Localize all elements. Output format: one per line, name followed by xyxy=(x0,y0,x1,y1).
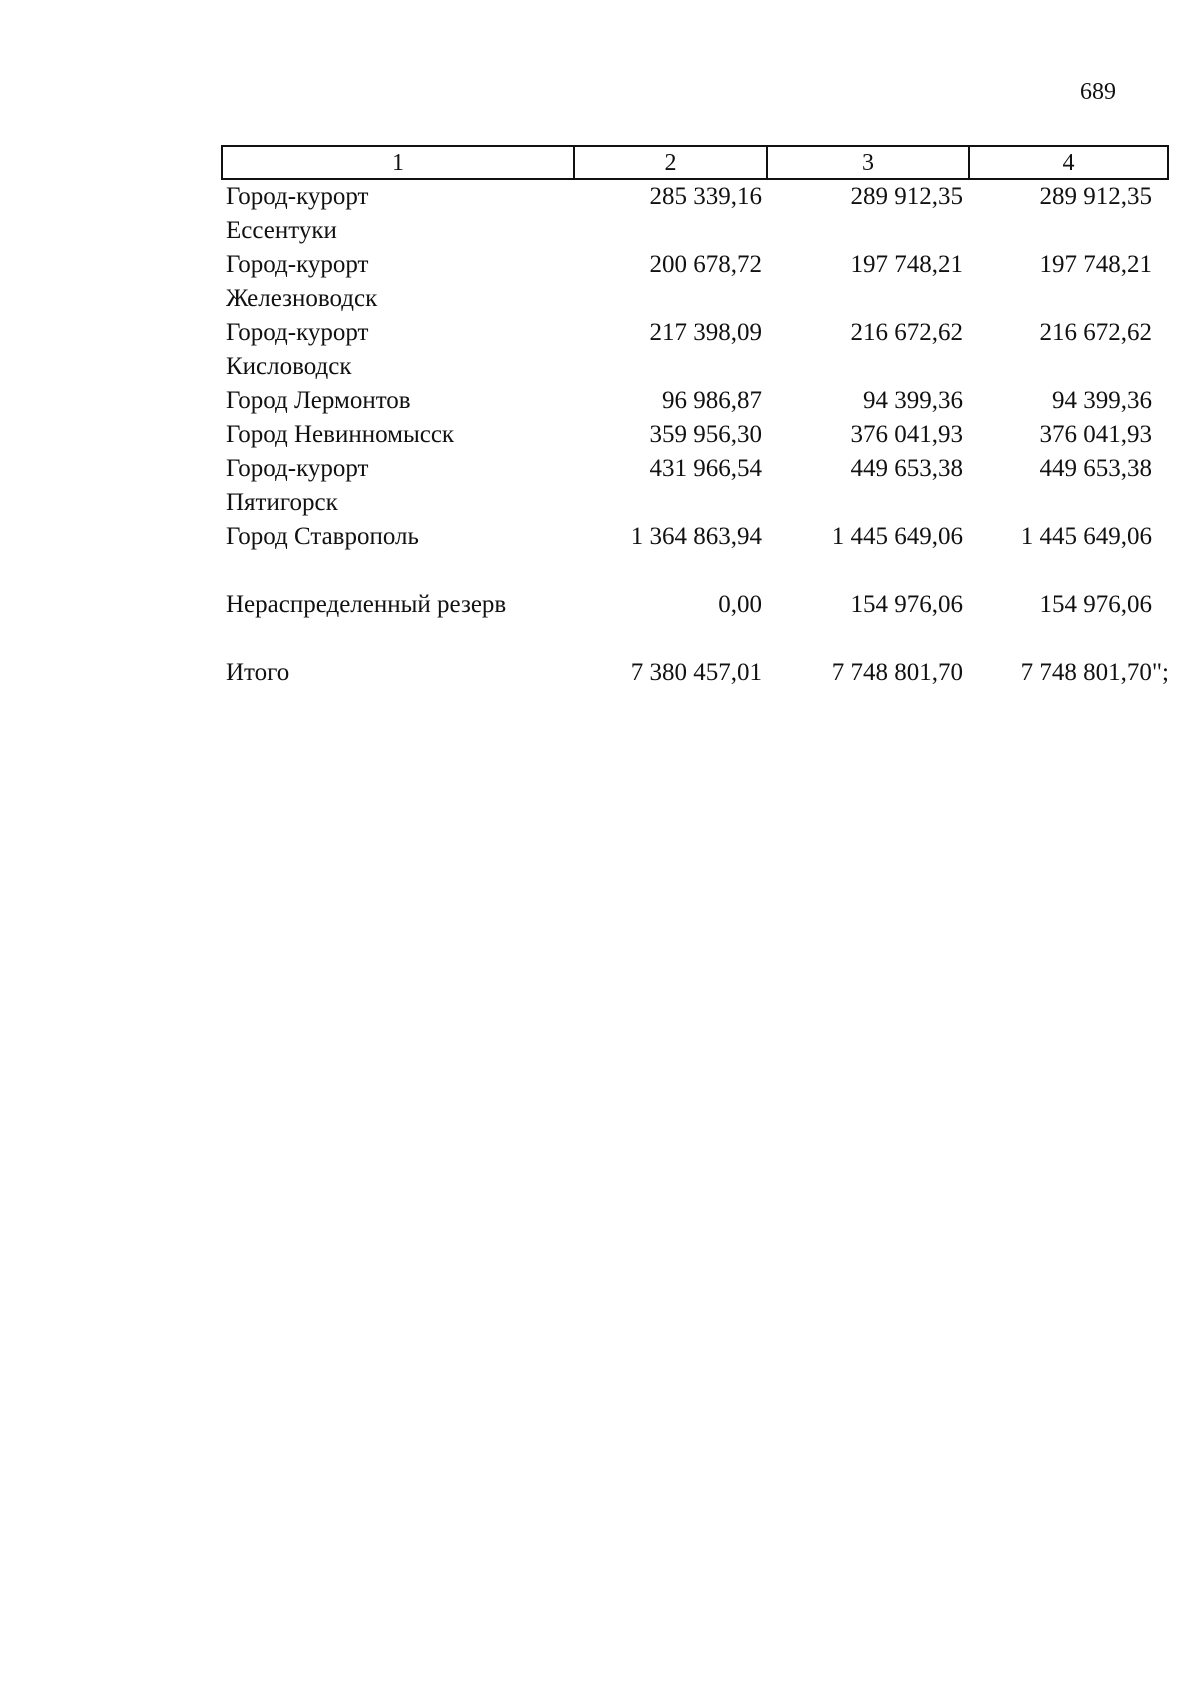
row-label: Нераспределенный резерв xyxy=(226,591,507,618)
budget-table xyxy=(221,145,1169,686)
row-label: Город-курорт xyxy=(226,455,369,482)
value-col3: 1 445 649,06 xyxy=(831,523,963,550)
value-col4: 94 399,36 xyxy=(1052,387,1152,414)
table-header-row xyxy=(221,145,1169,180)
row-label: Пятигорск xyxy=(226,489,338,516)
row-label: Город-курорт xyxy=(226,319,369,346)
table-row xyxy=(221,588,1169,622)
table-row xyxy=(221,350,1169,384)
value-col3: 7 748 801,70 xyxy=(831,659,963,686)
table-row xyxy=(221,384,1169,418)
row-label: Кисловодск xyxy=(226,353,352,380)
value-col3: 289 912,35 xyxy=(850,183,963,210)
row-label: Ессентуки xyxy=(226,217,337,244)
table-row xyxy=(221,180,1169,214)
row-label: Город Ставрополь xyxy=(226,523,419,550)
value-col4: 7 748 801,70"; xyxy=(1020,659,1169,686)
column-header-1: 1 xyxy=(392,150,404,176)
value-col2: 431 966,54 xyxy=(649,455,762,482)
table-row-total xyxy=(221,656,1169,690)
table-row xyxy=(221,316,1169,350)
page-number: 689 xyxy=(1080,79,1116,105)
row-label: Железноводск xyxy=(226,285,378,312)
value-col2: 7 380 457,01 xyxy=(630,659,762,686)
value-col3: 216 672,62 xyxy=(850,319,963,346)
row-label: Город Лермонтов xyxy=(226,387,411,414)
value-col4: 1 445 649,06 xyxy=(1020,523,1152,550)
value-col2: 96 986,87 xyxy=(662,387,762,414)
table-row xyxy=(221,214,1169,248)
table-row xyxy=(221,452,1169,486)
value-col4: 376 041,93 xyxy=(1039,421,1152,448)
value-col4: 154 976,06 xyxy=(1039,591,1152,618)
table-row xyxy=(221,282,1169,316)
row-label: Итого xyxy=(226,659,290,686)
value-col3: 376 041,93 xyxy=(850,421,963,448)
value-col3: 197 748,21 xyxy=(850,251,963,278)
row-label: Город Невинномысск xyxy=(226,421,455,448)
row-label: Город-курорт xyxy=(226,251,369,278)
value-col4: 289 912,35 xyxy=(1039,183,1152,210)
value-col4: 216 672,62 xyxy=(1039,319,1152,346)
value-col4: 449 653,38 xyxy=(1039,455,1152,482)
table-row xyxy=(221,520,1169,554)
value-col4: 197 748,21 xyxy=(1039,251,1152,278)
value-col3: 94 399,36 xyxy=(863,387,963,414)
table-row xyxy=(221,248,1169,282)
row-label: Город-курорт xyxy=(226,183,369,210)
column-header-2: 2 xyxy=(573,147,766,178)
value-col2: 359 956,30 xyxy=(649,421,762,448)
table-row xyxy=(221,486,1169,520)
value-col2: 0,00 xyxy=(718,591,762,618)
value-col2: 285 339,16 xyxy=(649,183,762,210)
value-col3: 449 653,38 xyxy=(850,455,963,482)
table-row xyxy=(221,418,1169,452)
column-header-4: 4 xyxy=(968,147,1167,178)
value-col2: 1 364 863,94 xyxy=(630,523,762,550)
value-col2: 200 678,72 xyxy=(649,251,762,278)
value-col3: 154 976,06 xyxy=(850,591,963,618)
value-col2: 217 398,09 xyxy=(649,319,762,346)
column-header-3: 3 xyxy=(766,147,968,178)
